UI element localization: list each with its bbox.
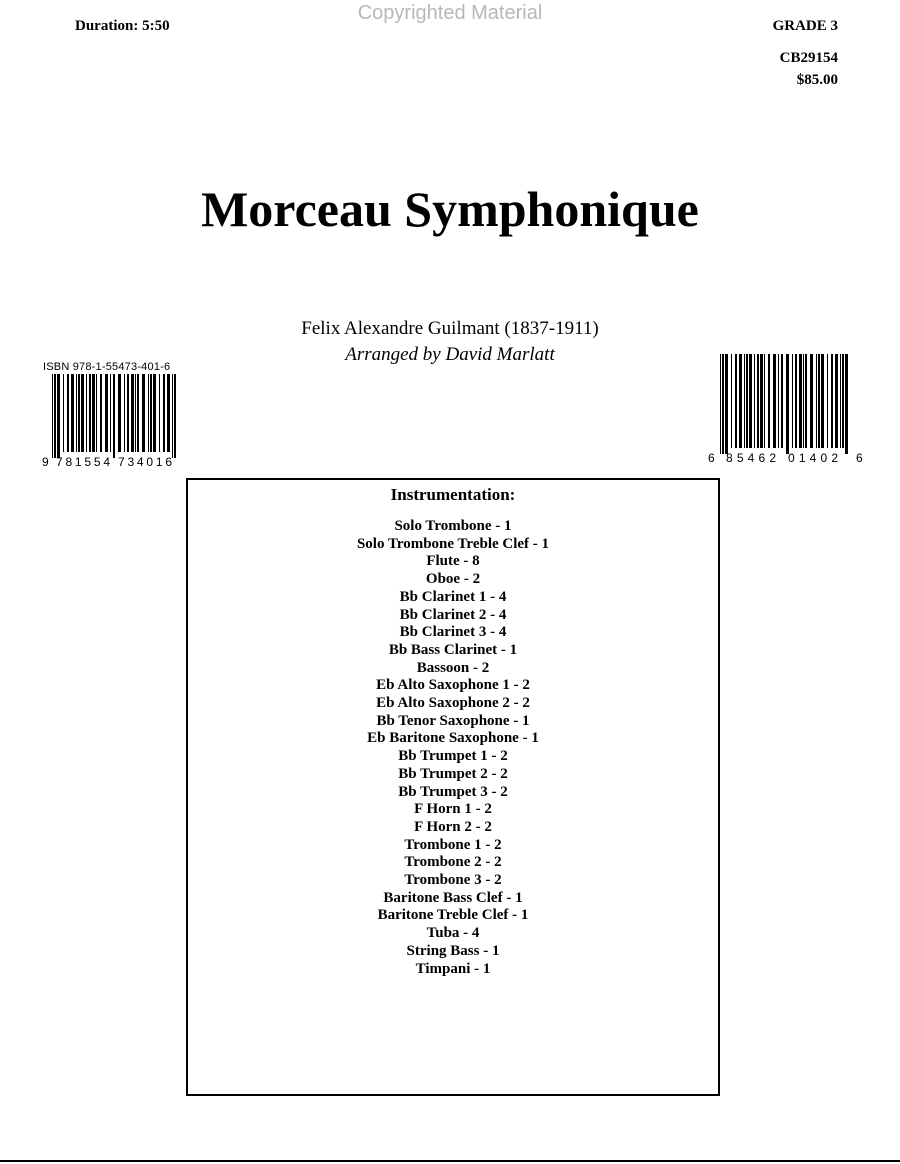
barcode-bar [86, 374, 87, 452]
instrument-item: F Horn 1 - 2 [414, 801, 492, 818]
instrument-item: Trombone 1 - 2 [404, 836, 502, 853]
barcode-bar [148, 374, 149, 452]
instrument-item: Flute - 8 [426, 553, 480, 570]
barcode-bar [63, 374, 64, 452]
barcode-bar [757, 354, 759, 448]
barcode-bar [127, 374, 129, 452]
isbn-barcode-bars [52, 374, 176, 458]
instrument-item: Timpani - 1 [415, 960, 491, 977]
page-title: Morceau Symphonique [201, 181, 699, 237]
instrument-item: Solo Trombone Treble Clef - 1 [356, 535, 550, 552]
instrument-item: Eb Alto Saxophone 1 - 2 [376, 677, 530, 694]
instrumentation-box [186, 478, 720, 1096]
instrument-item: Baritone Treble Clef - 1 [377, 907, 529, 924]
barcode-bar [150, 374, 152, 452]
barcode-bar [174, 374, 176, 458]
barcode-bar [105, 374, 108, 452]
instrument-item: Bb Clarinet 3 - 4 [399, 624, 507, 641]
barcode-bar [163, 374, 165, 452]
instrument-item: Trombone 2 - 2 [404, 854, 502, 871]
barcode-bar [113, 374, 115, 458]
barcode-bar [842, 354, 844, 448]
catalog-number: CB29154 [779, 50, 838, 66]
instrument-item: Eb Baritone Saxophone - 1 [367, 730, 539, 747]
isbn-label: ISBN 978-1-55473-401-6 [43, 361, 171, 373]
page-bottom-rule [0, 1160, 900, 1162]
price-label: $85.00 [796, 72, 838, 88]
barcode-bar [153, 374, 156, 452]
barcode-bar [805, 354, 807, 448]
upc-barcode-bars [720, 354, 848, 454]
instrument-item: Solo Trombone - 1 [394, 518, 512, 534]
barcode-bar [768, 354, 770, 448]
barcode-bar [81, 374, 84, 452]
upc-digits-group1: 85462 [726, 451, 776, 465]
instrument-item: Bb Trumpet 3 - 2 [398, 783, 508, 800]
barcode-bar [76, 374, 77, 452]
barcode-bar [760, 354, 763, 448]
barcode-bar [52, 374, 53, 458]
upc-lead-digit: 6 [708, 451, 715, 465]
barcode-bar [172, 374, 173, 458]
copyright-watermark: Copyrighted Material [357, 2, 543, 24]
upc-barcode [706, 354, 866, 468]
barcode-bar [746, 354, 748, 448]
barcode-bar [781, 354, 783, 448]
barcode-bar [816, 354, 817, 448]
duration-label: Duration: 5:50 [75, 18, 170, 34]
barcode-bar [845, 354, 848, 454]
isbn-digits-group2: 734016 [118, 455, 172, 469]
barcode-bar [739, 354, 742, 448]
instrument-item: F Horn 2 - 2 [414, 818, 492, 835]
barcode-bar [749, 354, 752, 448]
composer-credit: Felix Alexandre Guilmant (1837-1911) [301, 318, 599, 339]
barcode-bar [54, 374, 56, 458]
barcode-bar [735, 354, 737, 448]
instrument-item: Baritone Bass Clef - 1 [383, 889, 523, 906]
barcode-bar [118, 374, 121, 452]
upc-digits-group2: 01402 [788, 451, 838, 465]
barcode-bar [818, 354, 820, 448]
barcode-bar [744, 354, 745, 448]
barcode-bar [835, 354, 838, 448]
barcode-bar [96, 374, 97, 452]
barcode-bar [137, 374, 139, 452]
instrument-item: Eb Alto Saxophone 2 - 2 [376, 695, 530, 712]
barcode-bar [89, 374, 91, 452]
barcode-bar [124, 374, 125, 452]
isbn-lead-digit: 9 [42, 455, 49, 469]
instrument-item: Bb Clarinet 2 - 4 [399, 606, 507, 623]
barcode-bar [159, 374, 160, 452]
barcode-bar [764, 354, 765, 448]
barcode-bar [131, 374, 134, 452]
instrument-item: Tuba - 4 [426, 925, 480, 942]
upc-check-digit: 6 [856, 451, 863, 465]
barcode-bar [78, 374, 80, 452]
barcode-bar [827, 354, 828, 448]
instrument-item: Bb Clarinet 1 - 4 [399, 588, 507, 605]
barcode-bar [795, 354, 797, 448]
barcode-bar [778, 354, 779, 448]
instrument-item: String Bass - 1 [406, 942, 500, 959]
barcode-bar [71, 374, 74, 452]
instrumentation-list [188, 518, 718, 978]
barcode-bar [773, 354, 776, 448]
barcode-bar [167, 374, 170, 452]
instrument-item: Bb Trumpet 2 - 2 [398, 765, 508, 782]
instrument-item: Bb Bass Clarinet - 1 [388, 641, 518, 658]
barcode-bar [803, 354, 804, 448]
barcode-bar [725, 354, 728, 454]
barcode-bar [57, 374, 60, 458]
barcode-bar [92, 374, 95, 452]
barcode-bar [840, 354, 841, 448]
barcode-bar [831, 354, 833, 448]
arranger-credit: Arranged by David Marlatt [345, 344, 555, 365]
barcode-bar [799, 354, 802, 448]
barcode-bar [110, 374, 111, 452]
barcode-bar [810, 354, 813, 448]
instrument-item: Bassoon - 2 [416, 659, 490, 676]
barcode-bar [720, 354, 721, 454]
barcode-bar [786, 354, 789, 454]
barcode-bar [135, 374, 136, 452]
isbn-digits-group1: 781554 [56, 455, 110, 469]
instrument-item: Trombone 3 - 2 [404, 872, 502, 889]
barcode-bar [67, 374, 69, 452]
isbn-barcode [40, 374, 180, 470]
barcode-bar [722, 354, 724, 454]
barcode-bar [792, 354, 793, 448]
barcode-bar [100, 374, 102, 452]
barcode-bar [754, 354, 755, 448]
grade-label: GRADE 3 [772, 18, 838, 34]
instrumentation-heading: Instrumentation: [390, 485, 516, 504]
instrument-item: Bb Tenor Saxophone - 1 [376, 712, 530, 729]
instrument-item: Bb Trumpet 1 - 2 [398, 748, 508, 765]
instrument-item: Oboe - 2 [425, 571, 481, 588]
barcode-bar [731, 354, 732, 448]
barcode-bar [821, 354, 824, 448]
barcode-bar [142, 374, 145, 452]
